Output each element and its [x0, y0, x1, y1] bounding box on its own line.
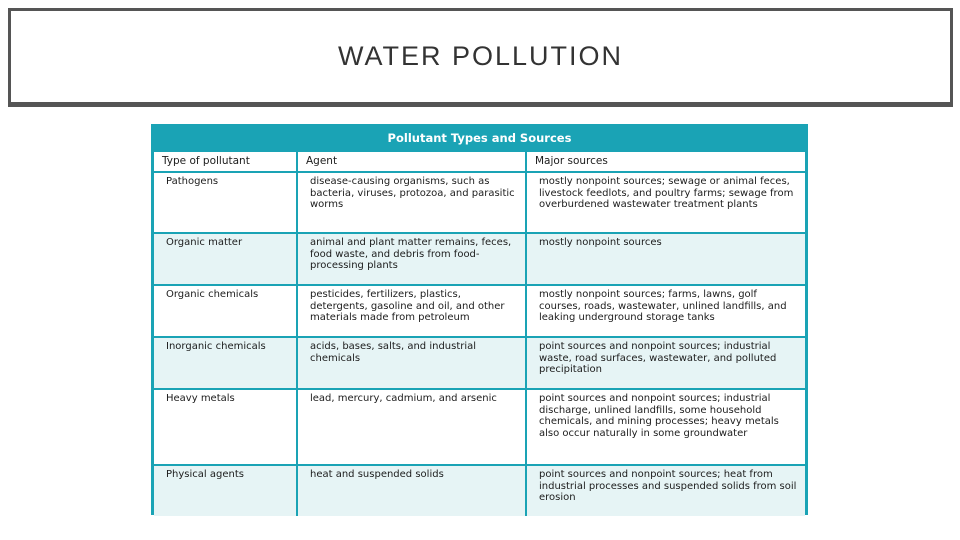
cell-agent: pesticides, fertilizers, plastics, detergents, gasoline and oil, and other materials made from petroleum [298, 286, 527, 338]
cell-sources: mostly nonpoint sources [527, 234, 805, 286]
cell-agent: disease-causing organisms, such as bacteria, viruses, protozoa, and parasitic worms [298, 173, 527, 234]
cell-sources: mostly nonpoint sources; sewage or animal feces, livestock feedlots, and poultry farms; sewage from overburdened wastewater treatment plants [527, 173, 805, 234]
cell-agent: heat and suspended solids [298, 466, 527, 516]
cell-type: Physical agents [154, 466, 298, 516]
cell-agent: animal and plant matter remains, feces, food waste, and debris from food-processing plants [298, 234, 527, 286]
cell-sources: mostly nonpoint sources; farms, lawns, golf courses, roads, wastewater, unlined landfills, and leaking underground storage tanks [527, 286, 805, 338]
title-box [8, 8, 953, 107]
pollutant-table-frame [151, 124, 808, 515]
cell-agent: lead, mercury, cadmium, and arsenic [298, 390, 527, 466]
table-row [154, 286, 805, 338]
table-row [154, 234, 805, 286]
header-type: Type of pollutant [154, 152, 298, 173]
table-header-row [154, 152, 805, 173]
table-row [154, 390, 805, 466]
cell-sources: point sources and nonpoint sources; industrial discharge, unlined landfills, some household chemicals, and mining processes; heavy metals also occur naturally in some groundwater [527, 390, 805, 466]
cell-type: Organic chemicals [154, 286, 298, 338]
cell-type: Pathogens [154, 173, 298, 234]
cell-type: Inorganic chemicals [154, 338, 298, 390]
cell-sources: point sources and nonpoint sources; industrial waste, road surfaces, wastewater, and polluted precipitation [527, 338, 805, 390]
table-caption: Pollutant Types and Sources [387, 131, 572, 145]
cell-sources: point sources and nonpoint sources; heat from industrial processes and suspended solids from soil erosion [527, 466, 805, 516]
header-agent: Agent [298, 152, 527, 173]
slide-title: WATER POLLUTION [337, 41, 624, 71]
table-row [154, 173, 805, 234]
cell-type: Organic matter [154, 234, 298, 286]
table-row [154, 338, 805, 390]
pollutant-table [154, 152, 805, 516]
cell-agent: acids, bases, salts, and industrial chemicals [298, 338, 527, 390]
table-row [154, 466, 805, 516]
header-sources: Major sources [527, 152, 805, 173]
cell-type: Heavy metals [154, 390, 298, 466]
